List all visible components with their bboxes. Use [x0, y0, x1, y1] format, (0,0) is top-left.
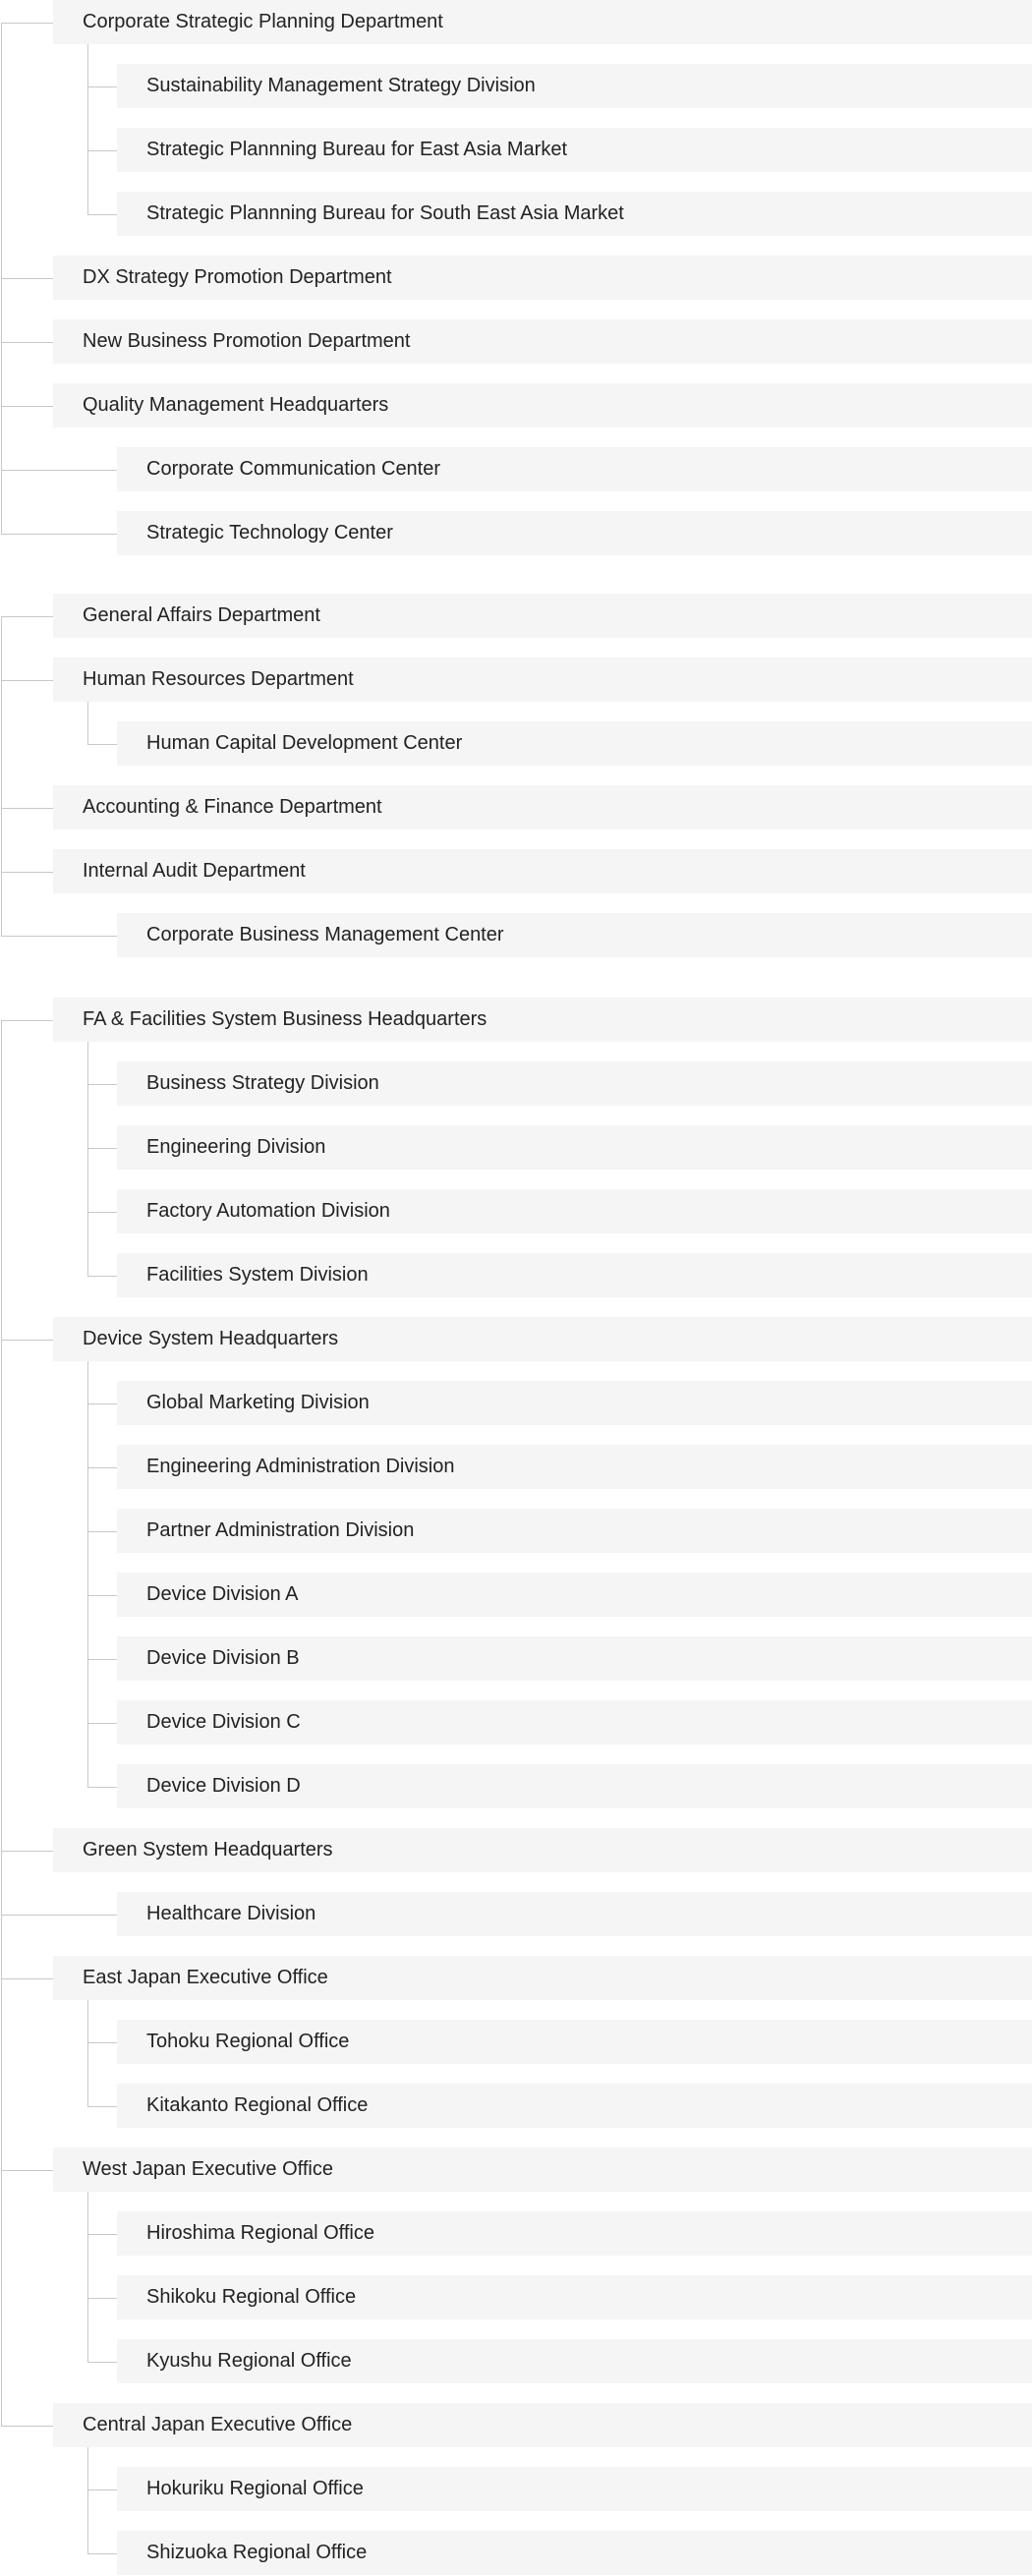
org-unit-label: Internal Audit Department: [83, 860, 306, 882]
connector-line: [87, 2000, 88, 2107]
connector-line: [87, 2234, 117, 2235]
org-unit-label: Engineering Division: [146, 1136, 326, 1158]
org-unit-label: Corporate Communication Center: [146, 458, 441, 480]
org-unit-hiroshima-regional-office: [117, 2211, 1032, 2256]
org-unit-label: East Japan Executive Office: [83, 1967, 328, 1988]
org-unit-device-system-headquarters: [53, 1317, 1032, 1361]
org-unit-corporate-communication-center: [117, 447, 1032, 491]
org-unit-label: Business Strategy Division: [146, 1072, 379, 1094]
org-unit-global-marketing-division: [117, 1381, 1032, 1425]
connector-line: [87, 1042, 88, 1277]
org-unit-label: Shikoku Regional Office: [146, 2286, 357, 2308]
org-unit-label: Healthcare Division: [146, 1903, 316, 1924]
org-unit-device-division-d: [117, 1764, 1032, 1808]
org-unit-label: Green System Headquarters: [83, 1839, 333, 1860]
org-unit-device-division-c: [117, 1700, 1032, 1745]
org-unit-strategic-plannning-bureau-for-east-asia-market: [117, 128, 1032, 172]
org-unit-shizuoka-regional-office: [117, 2531, 1032, 2575]
connector-line: [1, 470, 117, 471]
connector-line: [1, 616, 2, 937]
org-unit-label: Kitakanto Regional Office: [146, 2094, 369, 2116]
org-unit-west-japan-executive-office: [53, 2147, 1032, 2192]
connector-line: [1, 1978, 53, 1979]
org-unit-strategic-plannning-bureau-for-south-east-asia-market: [117, 192, 1032, 236]
org-unit-label: Strategic Technology Center: [146, 522, 393, 544]
connector-line: [87, 1467, 117, 1468]
org-unit-sustainability-management-strategy-division: [117, 64, 1032, 108]
org-unit-east-japan-executive-office: [53, 1956, 1032, 2000]
connector-line: [1, 1020, 2, 2427]
org-unit-label: Quality Management Headquarters: [83, 394, 389, 416]
org-unit-human-capital-development-center: [117, 721, 1032, 766]
org-unit-label: Human Resources Department: [83, 668, 354, 690]
org-unit-label: New Business Promotion Department: [83, 330, 411, 352]
org-unit-green-system-headquarters: [53, 1828, 1032, 1872]
connector-line: [87, 150, 117, 151]
connector-line: [87, 1212, 117, 1213]
org-unit-fa-and-facilities-system-business-headquarters: [53, 998, 1032, 1042]
org-unit-label: Corporate Strategic Planning Department: [83, 11, 443, 32]
org-unit-kitakanto-regional-office: [117, 2084, 1032, 2128]
connector-line: [87, 214, 117, 215]
connector-line: [87, 702, 88, 745]
connector-line: [87, 1403, 117, 1404]
connector-line: [87, 2192, 88, 2363]
connector-line: [1, 808, 53, 809]
connector-line: [87, 2447, 88, 2554]
connector-line: [87, 1361, 88, 1788]
org-unit-label: Facilities System Division: [146, 1264, 369, 1286]
org-unit-quality-management-headquarters: [53, 383, 1032, 428]
org-unit-label: Device Division B: [146, 1647, 300, 1669]
org-unit-dx-strategy-promotion-department: [53, 256, 1032, 300]
connector-line: [87, 1659, 117, 1660]
org-unit-label: Human Capital Development Center: [146, 732, 463, 754]
connector-line: [1, 278, 53, 279]
org-unit-label: Global Marketing Division: [146, 1392, 370, 1413]
org-unit-strategic-technology-center: [117, 511, 1032, 555]
org-unit-engineering-division: [117, 1125, 1032, 1170]
org-unit-label: Sustainability Management Strategy Division: [146, 75, 536, 96]
connector-line: [87, 86, 117, 87]
org-unit-label: General Affairs Department: [83, 604, 320, 626]
org-unit-label: Device Division D: [146, 1775, 301, 1797]
org-unit-label: Central Japan Executive Office: [83, 2414, 353, 2435]
connector-line: [1, 680, 53, 681]
connector-line: [87, 2362, 117, 2363]
org-unit-tohoku-regional-office: [117, 2020, 1032, 2064]
org-unit-label: Strategic Plannning Bureau for East Asia Market: [146, 139, 568, 160]
org-unit-healthcare-division: [117, 1892, 1032, 1936]
connector-line: [1, 2426, 53, 2427]
org-unit-label: Hokuriku Regional Office: [146, 2478, 364, 2499]
org-unit-label: Device Division C: [146, 1711, 301, 1733]
org-unit-central-japan-executive-office: [53, 2403, 1032, 2447]
connector-line: [87, 1148, 117, 1149]
org-unit-corporate-business-management-center: [117, 913, 1032, 957]
connector-line: [1, 23, 53, 24]
org-unit-corporate-strategic-planning-department: [53, 0, 1032, 44]
connector-line: [1, 534, 117, 535]
org-unit-label: Accounting & Finance Department: [83, 796, 382, 818]
connector-line: [87, 2553, 117, 2554]
connector-line: [1, 1851, 53, 1852]
connector-line: [87, 1531, 117, 1532]
org-unit-label: Kyushu Regional Office: [146, 2350, 352, 2372]
connector-line: [87, 2042, 117, 2043]
org-unit-factory-automation-division: [117, 1189, 1032, 1233]
connector-line: [87, 1276, 117, 1277]
org-unit-kyushu-regional-office: [117, 2339, 1032, 2383]
org-unit-label: Corporate Business Management Center: [146, 924, 504, 945]
connector-line: [1, 936, 117, 937]
org-unit-accounting-and-finance-department: [53, 785, 1032, 830]
org-unit-human-resources-department: [53, 658, 1032, 702]
org-unit-label: Factory Automation Division: [146, 1200, 390, 1222]
org-unit-device-division-b: [117, 1636, 1032, 1681]
connector-line: [1, 1340, 53, 1341]
connector-line: [87, 1084, 117, 1085]
connector-line: [87, 2106, 117, 2107]
org-unit-partner-administration-division: [117, 1509, 1032, 1553]
connector-line: [1, 616, 53, 617]
org-unit-label: Strategic Plannning Bureau for South East Asia Market: [146, 202, 624, 224]
org-unit-label: Partner Administration Division: [146, 1519, 415, 1541]
connector-line: [1, 23, 2, 535]
connector-line: [87, 744, 117, 745]
org-unit-label: Engineering Administration Division: [146, 1456, 455, 1477]
org-unit-internal-audit-department: [53, 849, 1032, 893]
org-unit-label: West Japan Executive Office: [83, 2158, 333, 2180]
connector-line: [87, 44, 88, 215]
connector-line: [1, 872, 53, 873]
org-unit-label: Device System Headquarters: [83, 1328, 339, 1349]
org-unit-new-business-promotion-department: [53, 319, 1032, 364]
connector-line: [87, 1787, 117, 1788]
org-unit-device-division-a: [117, 1573, 1032, 1617]
connector-line: [1, 1020, 53, 1021]
org-unit-label: Shizuoka Regional Office: [146, 2542, 368, 2563]
org-unit-shikoku-regional-office: [117, 2275, 1032, 2319]
connector-line: [1, 342, 53, 343]
org-unit-label: FA & Facilities System Business Headquarters: [83, 1008, 487, 1030]
org-unit-label: Device Division A: [146, 1583, 299, 1605]
connector-line: [1, 1915, 117, 1916]
org-unit-facilities-system-division: [117, 1253, 1032, 1297]
org-unit-label: DX Strategy Promotion Department: [83, 266, 392, 288]
org-unit-engineering-administration-division: [117, 1445, 1032, 1489]
org-unit-label: Hiroshima Regional Office: [146, 2222, 374, 2244]
connector-line: [87, 1723, 117, 1724]
org-unit-hokuriku-regional-office: [117, 2467, 1032, 2511]
connector-line: [87, 2298, 117, 2299]
org-unit-general-affairs-department: [53, 594, 1032, 638]
connector-line: [87, 1595, 117, 1596]
org-unit-business-strategy-division: [117, 1061, 1032, 1106]
connector-line: [1, 406, 53, 407]
org-unit-label: Tohoku Regional Office: [146, 2031, 350, 2052]
connector-line: [1, 2170, 53, 2171]
